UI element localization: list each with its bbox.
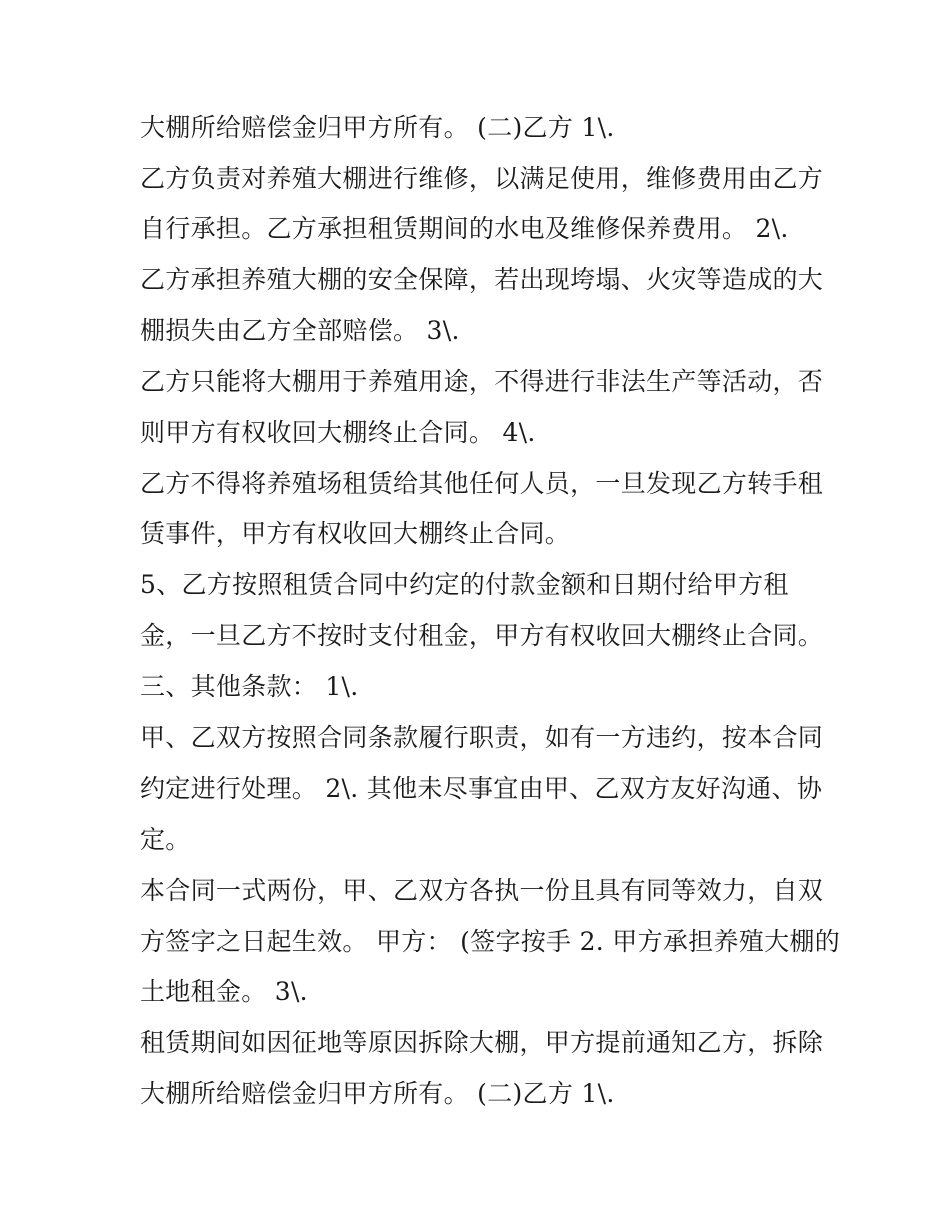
text-line: 三、其他条款： 1\. (140, 672, 359, 701)
text-line: 大棚所给赔偿金归甲方所有。 (二)乙方 1\. (140, 1079, 615, 1108)
text-line: 方签字之日起生效。 甲方： (签字按手 2. 甲方承担养殖大棚的 (140, 927, 840, 956)
text-line: 定。 (140, 825, 191, 854)
text-line: 土地租金。 3\. (140, 977, 308, 1006)
text-line: 租赁期间如因征地等原因拆除大棚，甲方提前通知乙方，拆除 (140, 1028, 824, 1057)
text-line: 约定进行处理。 2\. 其他未尽事宜由甲、乙双方友好沟通、协 (140, 774, 823, 803)
text-line: 乙方负责对养殖大棚进行维修，以满足使用，维修费用由乙方 (140, 164, 824, 193)
text-line: 金，一旦乙方不按时支付租金，甲方有权收回大棚终止合同。 (140, 621, 824, 650)
text-line: 本合同一式两份，甲、乙双方各执一份且具有同等效力，自双 (140, 876, 824, 905)
text-line: 乙方不得将养殖场租赁给其他任何人员，一旦发现乙方转手租 (140, 469, 824, 498)
text-line: 乙方只能将大棚用于养殖用途，不得进行非法生产等活动，否 (140, 367, 824, 396)
text-line: 5、乙方按照租赁合同中约定的付款金额和日期付给甲方租 (140, 570, 789, 599)
text-line: 自行承担。乙方承担租赁期间的水电及维修保养费用。 2\. (140, 214, 789, 243)
text-line: 乙方承担养殖大棚的安全保障，若出现垮塌、火灾等造成的大 (140, 265, 824, 294)
text-line: 则甲方有权收回大棚终止合同。 4\. (140, 418, 536, 447)
text-line: 棚损失由乙方全部赔偿。 3\. (140, 316, 460, 345)
text-line: 甲、乙双方按照合同条款履行职责，如有一方违约，按本合同 (140, 723, 824, 752)
text-line: 赁事件，甲方有权收回大棚终止合同。 (140, 519, 571, 548)
text-line: 大棚所给赔偿金归甲方所有。 (二)乙方 1\. (140, 113, 615, 142)
